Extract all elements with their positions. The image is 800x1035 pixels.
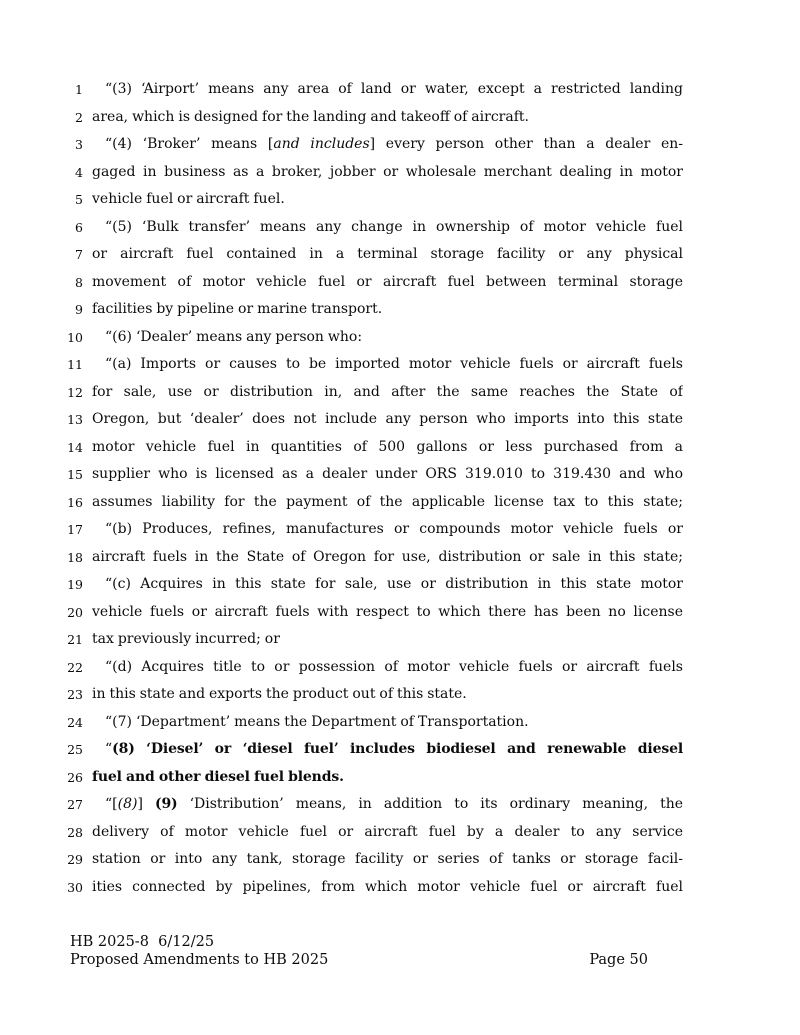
- line-number: 19: [67, 577, 83, 592]
- line-number: 18: [67, 549, 83, 565]
- line-number: 4: [75, 164, 83, 180]
- line-number: 26: [67, 769, 83, 785]
- document-lines: [0, 76, 800, 901]
- line-text: “(8) ‘Diesel’ or ‘diesel fuel’ includes biodiesel and renewable diesel: [105, 741, 683, 757]
- line-text: gaged in business as a broker, jobber or wholesale merchant dealing in motor: [92, 163, 683, 180]
- line-number: 20: [67, 604, 83, 620]
- line-number: 5: [75, 192, 83, 207]
- line-text: motor vehicle fuel in quantities of 500 gallons or less purchased from a: [92, 438, 683, 455]
- document-line: [0, 241, 800, 269]
- document-line: [0, 269, 800, 297]
- line-number: 3: [75, 137, 83, 152]
- document-line: [0, 159, 800, 187]
- line-text: “(d) Acquires title to or possession of motor vehicle fuels or aircraft fuels: [105, 658, 683, 675]
- line-number: 17: [67, 522, 83, 537]
- document-line: [0, 379, 800, 407]
- line-text: “(a) Imports or causes to be imported motor vehicle fuels or aircraft fuels: [105, 356, 683, 372]
- document-line: [0, 516, 800, 544]
- document-line: [0, 791, 800, 819]
- line-text: delivery of motor vehicle fuel or aircraft fuel by a dealer to any service: [92, 823, 683, 840]
- document-line: [0, 489, 800, 517]
- document-line: [0, 214, 800, 242]
- document-line: [0, 186, 800, 214]
- document-line: [0, 544, 800, 572]
- line-text: “(7) ‘Department’ means the Department of Transportation.: [105, 713, 529, 730]
- line-text: “[(8)] (9) ‘Distribution’ means, in addition to its ordinary meaning, the: [105, 796, 683, 812]
- document-line: [0, 874, 800, 902]
- footer-measure-info: HB 2025-8 6/12/25: [70, 934, 215, 950]
- line-number: 7: [75, 247, 83, 262]
- line-text: “(c) Acquires in this state for sale, use or distribution in this state motor: [105, 576, 683, 592]
- line-text: vehicle fuels or aircraft fuels with respect to which there has been no license: [92, 603, 683, 620]
- line-number: 30: [67, 879, 83, 895]
- line-number: 25: [67, 742, 83, 757]
- line-number: 22: [67, 659, 83, 675]
- line-text: aircraft fuels in the State of Oregon for use, distribution or sale in this state;: [92, 548, 683, 565]
- line-text: “(b) Produces, refines, manufactures or compounds motor vehicle fuels or: [105, 521, 683, 537]
- document-line: [0, 819, 800, 847]
- footer-page-number: Page 50: [589, 951, 648, 968]
- line-number: 8: [75, 274, 83, 290]
- line-text: station or into any tank, storage facility or series of tanks or storage facil-: [92, 851, 683, 867]
- line-number: 11: [67, 357, 83, 372]
- line-text: “(6) ‘Dealer’ means any person who:: [105, 328, 363, 345]
- document-line: [0, 351, 800, 379]
- line-number: 12: [67, 384, 83, 400]
- line-text: for sale, use or distribution in, and after the same reaches the State of: [92, 383, 683, 400]
- document-line: [0, 654, 800, 682]
- line-number: 24: [67, 714, 83, 730]
- line-text: movement of motor vehicle fuel or aircraft fuel between terminal storage: [92, 273, 683, 290]
- line-text: tax previously incurred; or: [92, 631, 280, 647]
- document-line: [0, 599, 800, 627]
- line-text: “(3) ‘Airport’ means any area of land or water, except a restricted landing: [105, 81, 683, 97]
- page-footer: [70, 934, 648, 969]
- line-text: ities connected by pipelines, from which motor vehicle fuel or aircraft fuel: [92, 878, 683, 895]
- line-text: “(4) ‘Broker’ means [and includes] every person other than a dealer en-: [105, 136, 683, 152]
- line-number: 15: [67, 467, 83, 482]
- line-number: 23: [67, 687, 83, 702]
- document-line: [0, 571, 800, 599]
- document-line: [0, 131, 800, 159]
- document-line: [0, 626, 800, 654]
- line-number: 14: [67, 439, 83, 455]
- line-text: in this state and exports the product out of this state.: [92, 686, 467, 702]
- document-line: [0, 434, 800, 462]
- document-line: [0, 104, 800, 132]
- line-text: facilities by pipeline or marine transport.: [92, 301, 383, 317]
- line-text: “(5) ‘Bulk transfer’ means any change in ownership of motor vehicle fuel: [105, 218, 683, 235]
- line-text: fuel and other diesel fuel blends.: [92, 768, 344, 785]
- document-line: [0, 296, 800, 324]
- document-line: [0, 736, 800, 764]
- line-number: 10: [67, 329, 83, 345]
- line-number: 1: [75, 82, 83, 97]
- line-text: supplier who is licensed as a dealer under ORS 319.010 to 319.430 and who: [92, 466, 683, 482]
- document-line: [0, 681, 800, 709]
- footer-document-title: Proposed Amendments to HB 2025: [70, 951, 329, 968]
- line-number: 28: [67, 824, 83, 840]
- document-line: [0, 709, 800, 737]
- line-text: or aircraft fuel contained in a terminal storage facility or any physical: [92, 246, 683, 262]
- line-number: 9: [75, 302, 83, 317]
- footer-bottom-row: [70, 952, 648, 970]
- document-line: [0, 76, 800, 104]
- line-text: Oregon, but ‘dealer’ does not include any person who imports into this state: [92, 411, 683, 427]
- document-line: [0, 764, 800, 792]
- line-number: 6: [75, 219, 83, 235]
- line-number: 29: [67, 852, 83, 867]
- line-text: assumes liability for the payment of the applicable license tax to this state;: [92, 493, 683, 510]
- line-number: 13: [67, 412, 83, 427]
- document-line: [0, 324, 800, 352]
- line-number: 21: [67, 632, 83, 647]
- document-line: [0, 406, 800, 434]
- line-number: 2: [75, 109, 83, 125]
- line-text: area, which is designed for the landing and takeoff of aircraft.: [92, 108, 529, 125]
- document-line: [0, 461, 800, 489]
- line-text: vehicle fuel or aircraft fuel.: [92, 191, 285, 207]
- line-number: 27: [67, 797, 83, 812]
- line-number: 16: [67, 494, 83, 510]
- document-line: [0, 846, 800, 874]
